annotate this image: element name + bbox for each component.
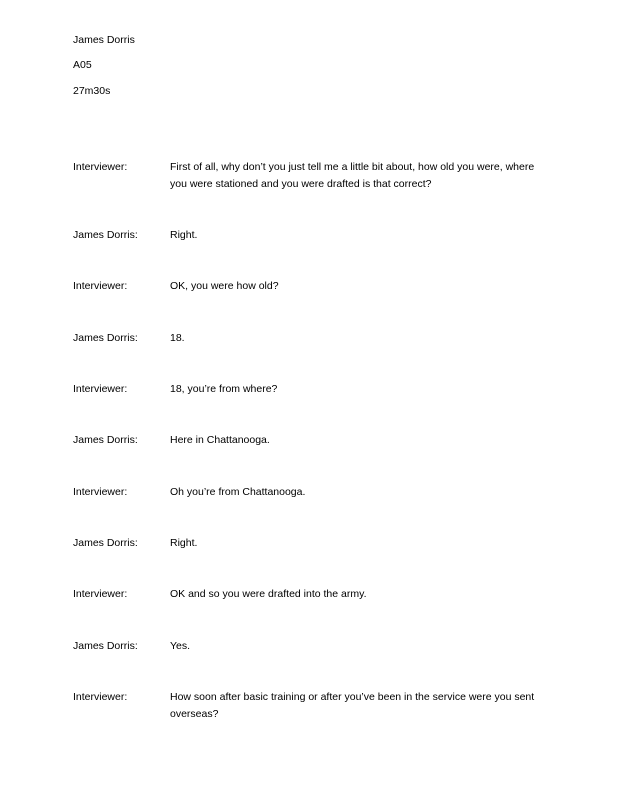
utterance-text: Right. xyxy=(170,229,198,241)
utterance-text: Yes. xyxy=(170,640,191,652)
utterance-text: 18. xyxy=(170,332,185,344)
speaker-label: James Dorris: xyxy=(73,229,138,241)
interviewee-name: James Dorris xyxy=(73,34,135,46)
speaker-label: Interviewer: xyxy=(73,486,128,498)
interview-code: A05 xyxy=(73,59,92,71)
speaker-label: James Dorris: xyxy=(73,537,138,549)
speaker-label: James Dorris: xyxy=(73,640,138,652)
utterance-text: Here in Chattanooga. xyxy=(170,434,270,446)
speaker-label: James Dorris: xyxy=(73,332,138,344)
speaker-label: Interviewer: xyxy=(73,280,128,292)
utterance-text: 18, you’re from where? xyxy=(170,383,278,395)
speaker-label: Interviewer: xyxy=(73,588,128,600)
speaker-label: Interviewer: xyxy=(73,383,128,395)
speaker-label: Interviewer: xyxy=(73,161,128,173)
utterance-text: Oh you’re from Chattanooga. xyxy=(170,486,306,498)
utterance-text: Right. xyxy=(170,537,198,549)
utterance-text: OK and so you were drafted into the army. xyxy=(170,588,367,600)
interview-duration: 27m30s xyxy=(73,85,111,97)
utterance-text: OK, you were how old? xyxy=(170,280,279,292)
speaker-label: Interviewer: xyxy=(73,691,128,703)
utterance-text: How soon after basic training or after you’ve been in the service were you sent overseas? xyxy=(170,691,535,720)
speaker-label: James Dorris: xyxy=(73,434,138,446)
utterance-text: First of all, why don’t you just tell me a little bit about, how old you were, where you were stationed and you were drafted is that correct? xyxy=(170,161,535,190)
